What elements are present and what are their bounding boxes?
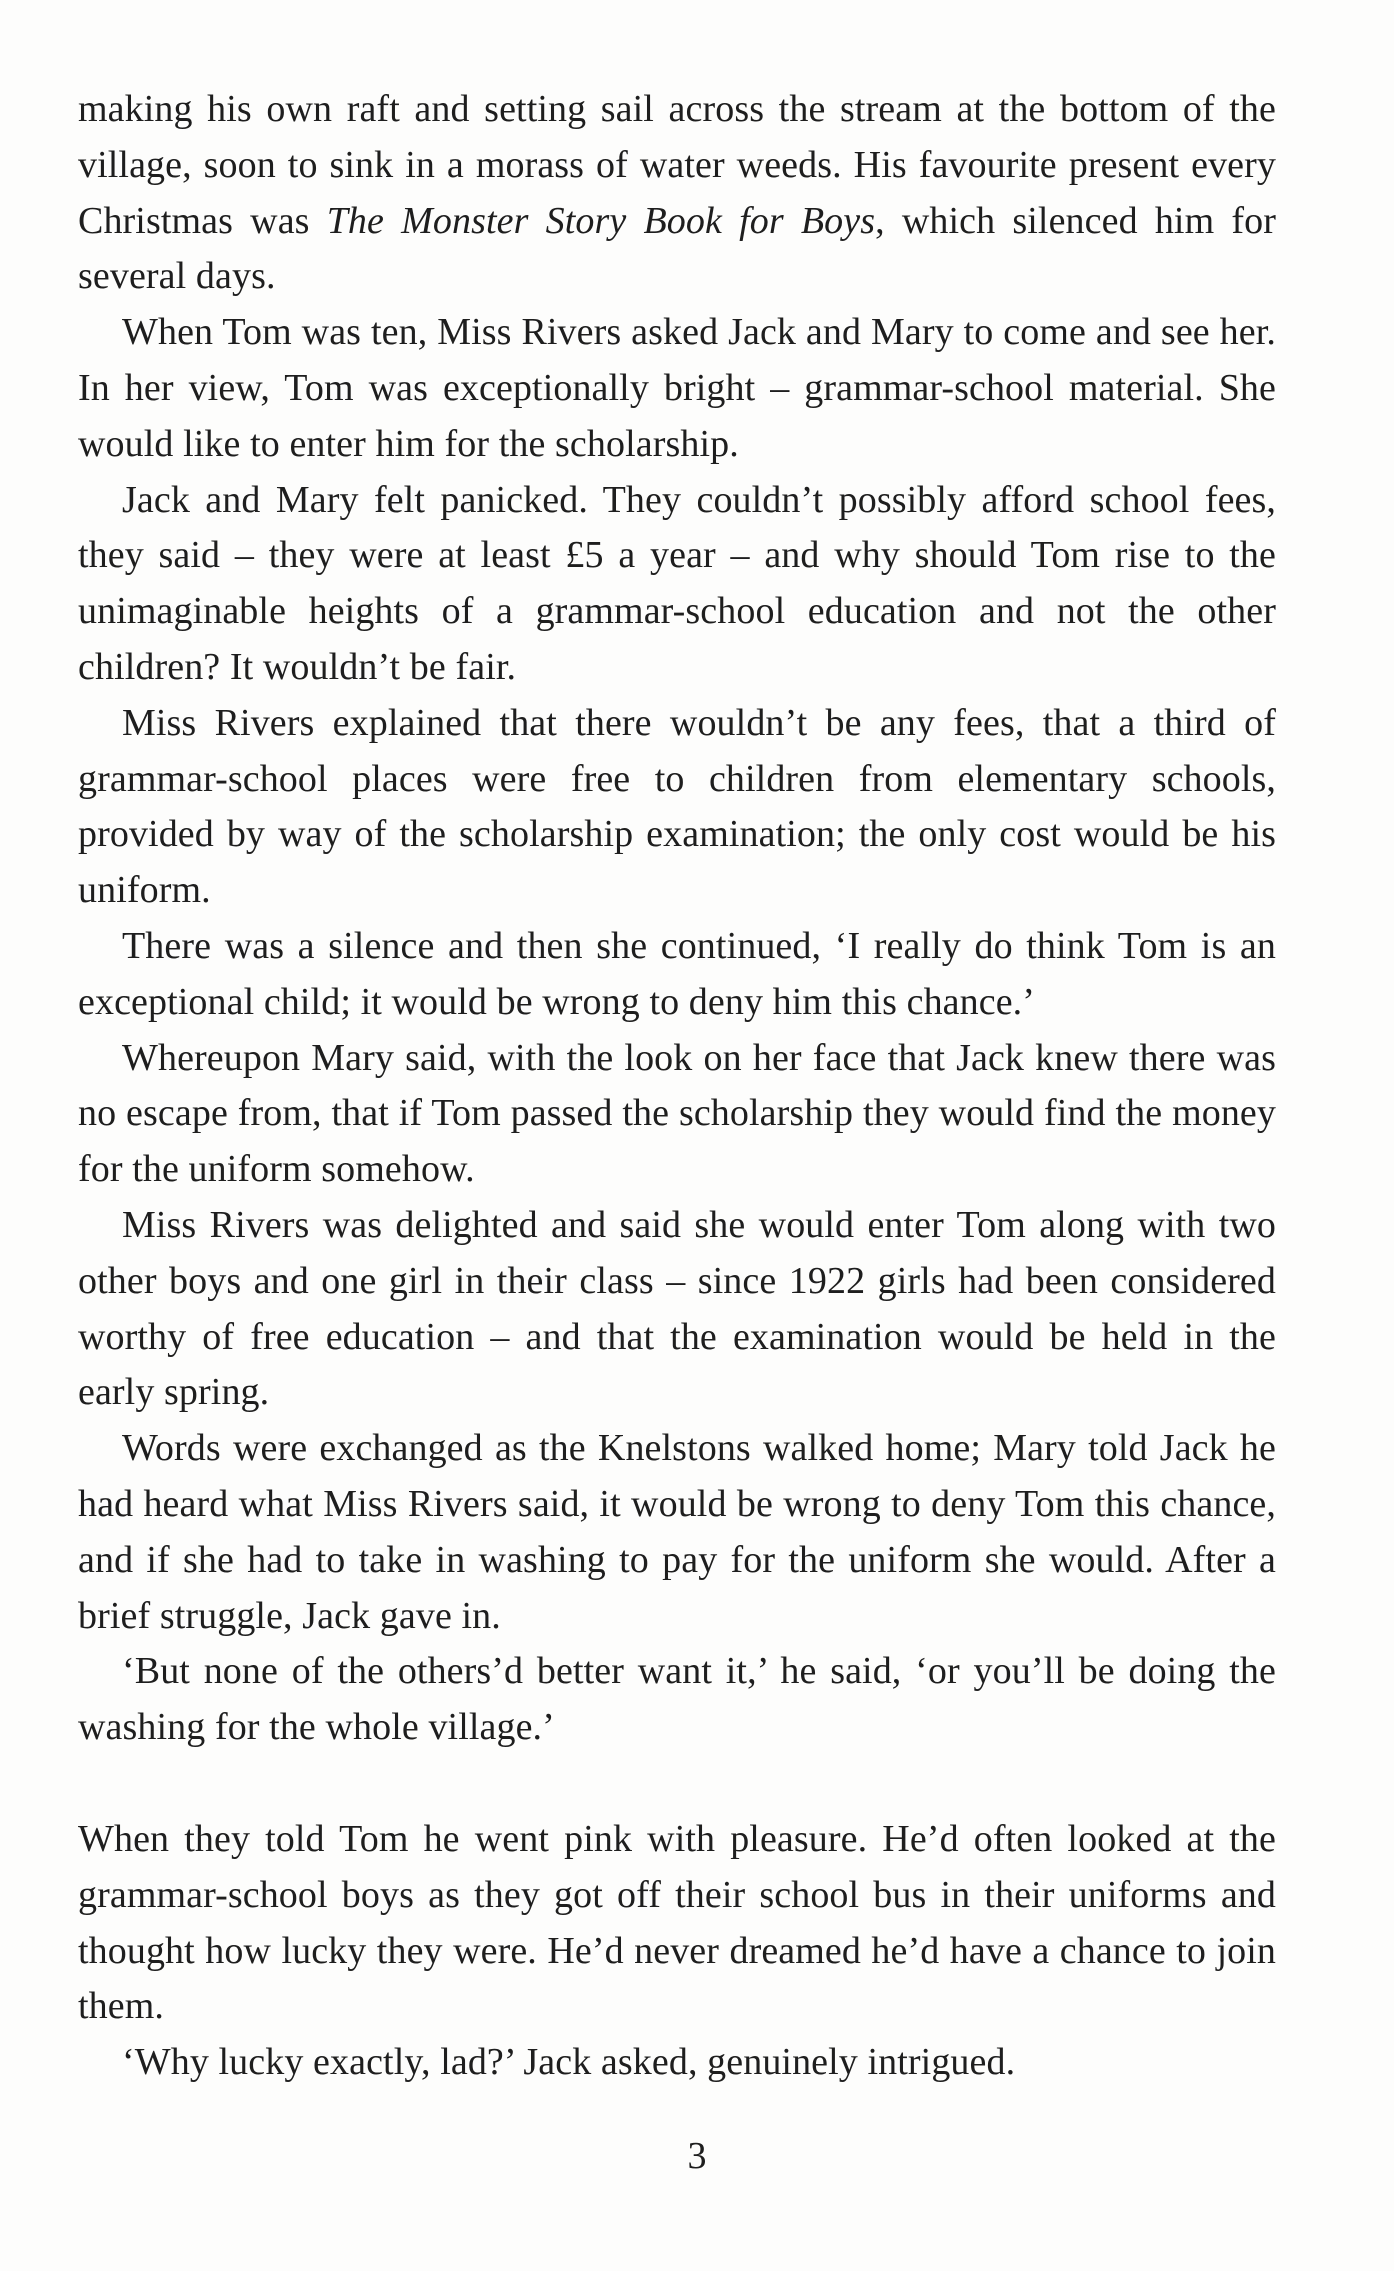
- body-text: [78, 82, 1276, 2091]
- paragraph-section-start: [78, 1812, 1276, 2035]
- paragraph: [78, 1031, 1276, 1198]
- paragraph: [78, 1198, 1276, 1421]
- text-segment: Miss Rivers was delighted and said she would enter Tom along with two other boys and one girl in their class – since 1922 girls had been considered worthy of free education – and that the examination would be held in the early spring.: [78, 1203, 1276, 1414]
- text-segment: Whereupon Mary said, with the look on her face that Jack knew there was no escape from, that if Tom passed the scholarship they would find the money for the uniform somehow.: [78, 1036, 1276, 1191]
- paragraph: [78, 696, 1276, 919]
- paragraph: [78, 919, 1276, 1031]
- text-segment: ‘Why lucky exactly, lad?’ Jack asked, genuinely intrigued.: [122, 2041, 1016, 2084]
- book-title-italic: The Monster Story Book for Boys: [326, 199, 876, 242]
- paragraph: [78, 473, 1276, 696]
- text-segment: When they told Tom he went pink with pleasure. He’d often looked at the grammar-school boys as they got off their school bus in their uniforms and thought how lucky they were. He’d never dreamed he’d have a chance to join them.: [78, 1817, 1276, 2028]
- paragraph: [78, 1644, 1276, 1756]
- paragraph: [78, 2035, 1276, 2091]
- text-segment: making his own raft and setting sail across the stream at the bottom of the village, soon to sink in a morass of water weeds. His favourite present every Christmas was: [78, 88, 1276, 242]
- text-segment: Jack and Mary felt panicked. They couldn’t possibly afford school fees, they said – they were at least £5 a year – and why should Tom rise to the unimaginable heights of a grammar-school education and not the other children? It wouldn’t be fair.: [78, 478, 1276, 688]
- page-number: 3: [687, 2135, 707, 2177]
- text-segment: ‘But none of the others’d better want it,’ he said, ‘or you’ll be doing the washing for the whole village.’: [78, 1650, 1276, 1749]
- text-segment: Miss Rivers explained that there wouldn’t be any fees, that a third of grammar-school places were free to children from elementary schools, provided by way of the scholarship examination; the only cost would be his uniform.: [78, 701, 1276, 912]
- text-segment: When Tom was ten, Miss Rivers asked Jack and Mary to come and see her. In her view, Tom was exceptionally bright – grammar-school material. She would like to enter him for the scholarship.: [78, 311, 1276, 465]
- paragraph: [78, 1421, 1276, 1644]
- text-segment: Words were exchanged as the Knelstons walked home; Mary told Jack he had heard what Miss Rivers said, it would be wrong to deny Tom this chance, and if she had to take in washing to pay for the uniform she would. After a brief struggle, Jack gave in.: [78, 1427, 1276, 1637]
- text-segment: There was a silence and then she continued, ‘I really do think Tom is an exceptional child; it would be wrong to deny him this chance.’: [78, 924, 1276, 1023]
- paragraph-continuation: [78, 82, 1276, 305]
- text-segment: , which silenced him for several days.: [78, 199, 1276, 298]
- paragraph: [78, 305, 1276, 472]
